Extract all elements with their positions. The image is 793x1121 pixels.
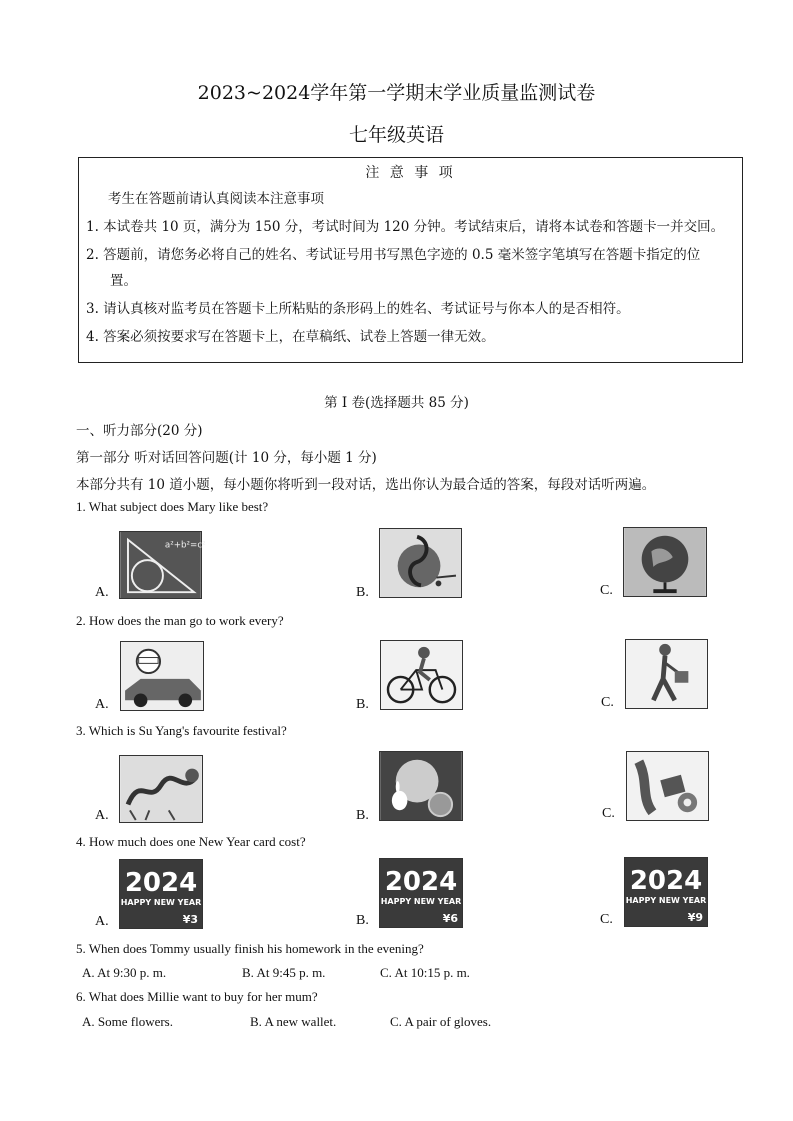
exam-title: 2023~2024学年第一学期末学业质量监测试卷 bbox=[197, 82, 596, 104]
notice-item: 1. 本试卷共 10 页，满分为 150 分，考试时间为 120 分钟。考试结束后，请将本试卷和答题卡一并交回。 bbox=[86, 219, 725, 235]
part-title: 第 I 卷(选择题共 85 分) bbox=[324, 395, 469, 411]
notice-item: 3. 请认真核对监考员在答题卡上所粘贴的条形码上的姓名、考试证号与你本人的是否相符。 bbox=[86, 301, 630, 317]
option-label: B. bbox=[356, 585, 369, 600]
card-year: 2024 bbox=[629, 866, 703, 896]
notice-intro: 考生在答题前请认真阅读本注意事项 bbox=[108, 191, 324, 207]
instruction-text: 本部分共有 10 道小题，每小题你将听到一段对话，选出你认为最合适的答案，每段对话听两遍。 bbox=[76, 477, 656, 493]
option-label: A. bbox=[95, 808, 109, 823]
card-year: 2024 bbox=[124, 868, 198, 898]
option-label: C. bbox=[600, 912, 613, 927]
question-stem: 3. Which is Su Yang's favourite festival? bbox=[76, 723, 287, 738]
part1-heading: 第一部分 听对话回答问题(计 10 分，每小题 1 分) bbox=[76, 450, 377, 466]
option-label: A. bbox=[95, 914, 109, 929]
notice-box bbox=[78, 157, 743, 363]
new-year-card bbox=[379, 858, 463, 928]
option-label: A. bbox=[95, 697, 109, 712]
mooncake-rabbit-icon bbox=[379, 751, 463, 821]
question-stem: 5. When does Tommy usually finish his homework in the evening? bbox=[76, 941, 424, 956]
option-label: B. bbox=[356, 808, 369, 823]
card-year: 2024 bbox=[384, 867, 458, 897]
option-text: C. A pair of gloves. bbox=[390, 1014, 492, 1029]
spring-festival-icon bbox=[626, 751, 709, 821]
car-driver-icon bbox=[120, 641, 204, 711]
music-note-icon bbox=[379, 528, 462, 598]
question-stem: 4. How much does one New Year card cost? bbox=[76, 834, 306, 849]
question-stem: 6. What does Millie want to buy for her mum? bbox=[76, 989, 318, 1004]
new-year-card bbox=[119, 859, 203, 929]
card-text: HAPPY NEW YEAR bbox=[380, 897, 462, 906]
notice-item: 2. 答题前，请您务必将自己的姓名、考试证号用书写黑色字迹的 0.5 毫米签字笔填写在答题卡指定的位 bbox=[86, 247, 701, 263]
option-label: B. bbox=[356, 697, 369, 712]
math-triangle-icon bbox=[119, 531, 206, 599]
option-label: A. bbox=[95, 585, 109, 600]
option-text: B. At 9:45 p. m. bbox=[242, 965, 326, 980]
card-text: HAPPY NEW YEAR bbox=[120, 898, 202, 907]
listening-heading: 一、听力部分(20 分) bbox=[76, 423, 203, 439]
option-label: C. bbox=[601, 695, 614, 710]
option-label: C. bbox=[602, 806, 615, 821]
option-label: C. bbox=[600, 583, 613, 598]
question-stem: 1. What subject does Mary like best? bbox=[76, 499, 269, 514]
notice-item: 4. 答案必须按要求写在答题卡上，在草稿纸、试卷上答题一律无效。 bbox=[86, 329, 495, 345]
dragon-dance-icon bbox=[119, 755, 203, 823]
globe-icon bbox=[623, 527, 707, 597]
card-price: ¥3 bbox=[182, 913, 198, 926]
walking-man-icon bbox=[625, 639, 708, 709]
option-text: B. A new wallet. bbox=[250, 1014, 337, 1029]
exam-subtitle: 七年级英语 bbox=[348, 124, 444, 146]
option-text: A. Some flowers. bbox=[82, 1014, 173, 1029]
option-text: C. At 10:15 p. m. bbox=[380, 965, 470, 980]
new-year-card bbox=[624, 857, 708, 927]
bicycle-icon bbox=[380, 640, 463, 710]
option-text: A. At 9:30 p. m. bbox=[82, 965, 167, 980]
notice-item: 置。 bbox=[110, 273, 137, 289]
option-label: B. bbox=[356, 913, 369, 928]
notice-heading: 注 意 事 项 bbox=[365, 165, 456, 181]
card-price: ¥9 bbox=[687, 911, 703, 924]
card-price: ¥6 bbox=[442, 912, 458, 925]
card-text: HAPPY NEW YEAR bbox=[625, 896, 707, 905]
question-stem: 2. How does the man go to work every? bbox=[76, 613, 284, 628]
svg-text:a²+b²=c²: a²+b²=c² bbox=[164, 540, 206, 551]
